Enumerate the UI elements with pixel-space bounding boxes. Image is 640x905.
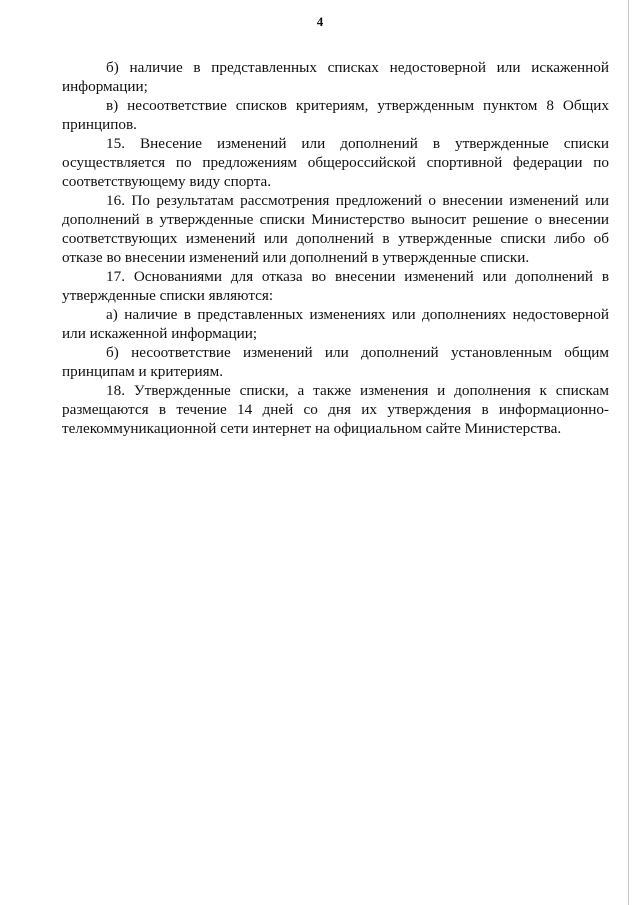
paragraph-v-criteria-mismatch: в) несоответствие списков критериям, утвержденным пунктом 8 Общих принципов. xyxy=(62,97,609,133)
paragraph-18-publication: 18. Утвержденные списки, а также изменения и дополнения к спискам размещаются в течение 14 дней со дня их утверждения в информационно-телекоммуникационной сети интернет на официальном сайте Министерства. xyxy=(62,382,609,437)
paragraph-b-principles-mismatch: б) несоответствие изменений или дополнений установленным общим принципам и критериям. xyxy=(62,344,609,380)
paragraph-b-inaccurate-info: б) наличие в представленных списках недостоверной или искаженной информации; xyxy=(62,59,609,95)
document-body xyxy=(62,58,609,438)
paragraph-16-decision: 16. По результатам рассмотрения предложений о внесении изменений или дополнений в утвержденные списки Министерство выносит решение о внесении соответствующих изменений или дополнений в утвержденные списки либо об отказе во внесении изменений или дополнений в утвержденные списки. xyxy=(62,192,609,266)
page-number: 4 xyxy=(316,14,324,29)
paragraph-15-amendments: 15. Внесение изменений или дополнений в утвержденные списки осуществляется по предложениям общероссийской спортивной федерации по соответствующему виду спорта. xyxy=(62,135,609,190)
page-edge-line xyxy=(628,0,629,905)
paragraph-a-inaccurate-changes: а) наличие в представленных изменениях или дополнениях недостоверной или искаженной информации; xyxy=(62,306,609,342)
paragraph-17-refusal-grounds: 17. Основаниями для отказа во внесении изменений или дополнений в утвержденные списки являются: xyxy=(62,268,609,304)
